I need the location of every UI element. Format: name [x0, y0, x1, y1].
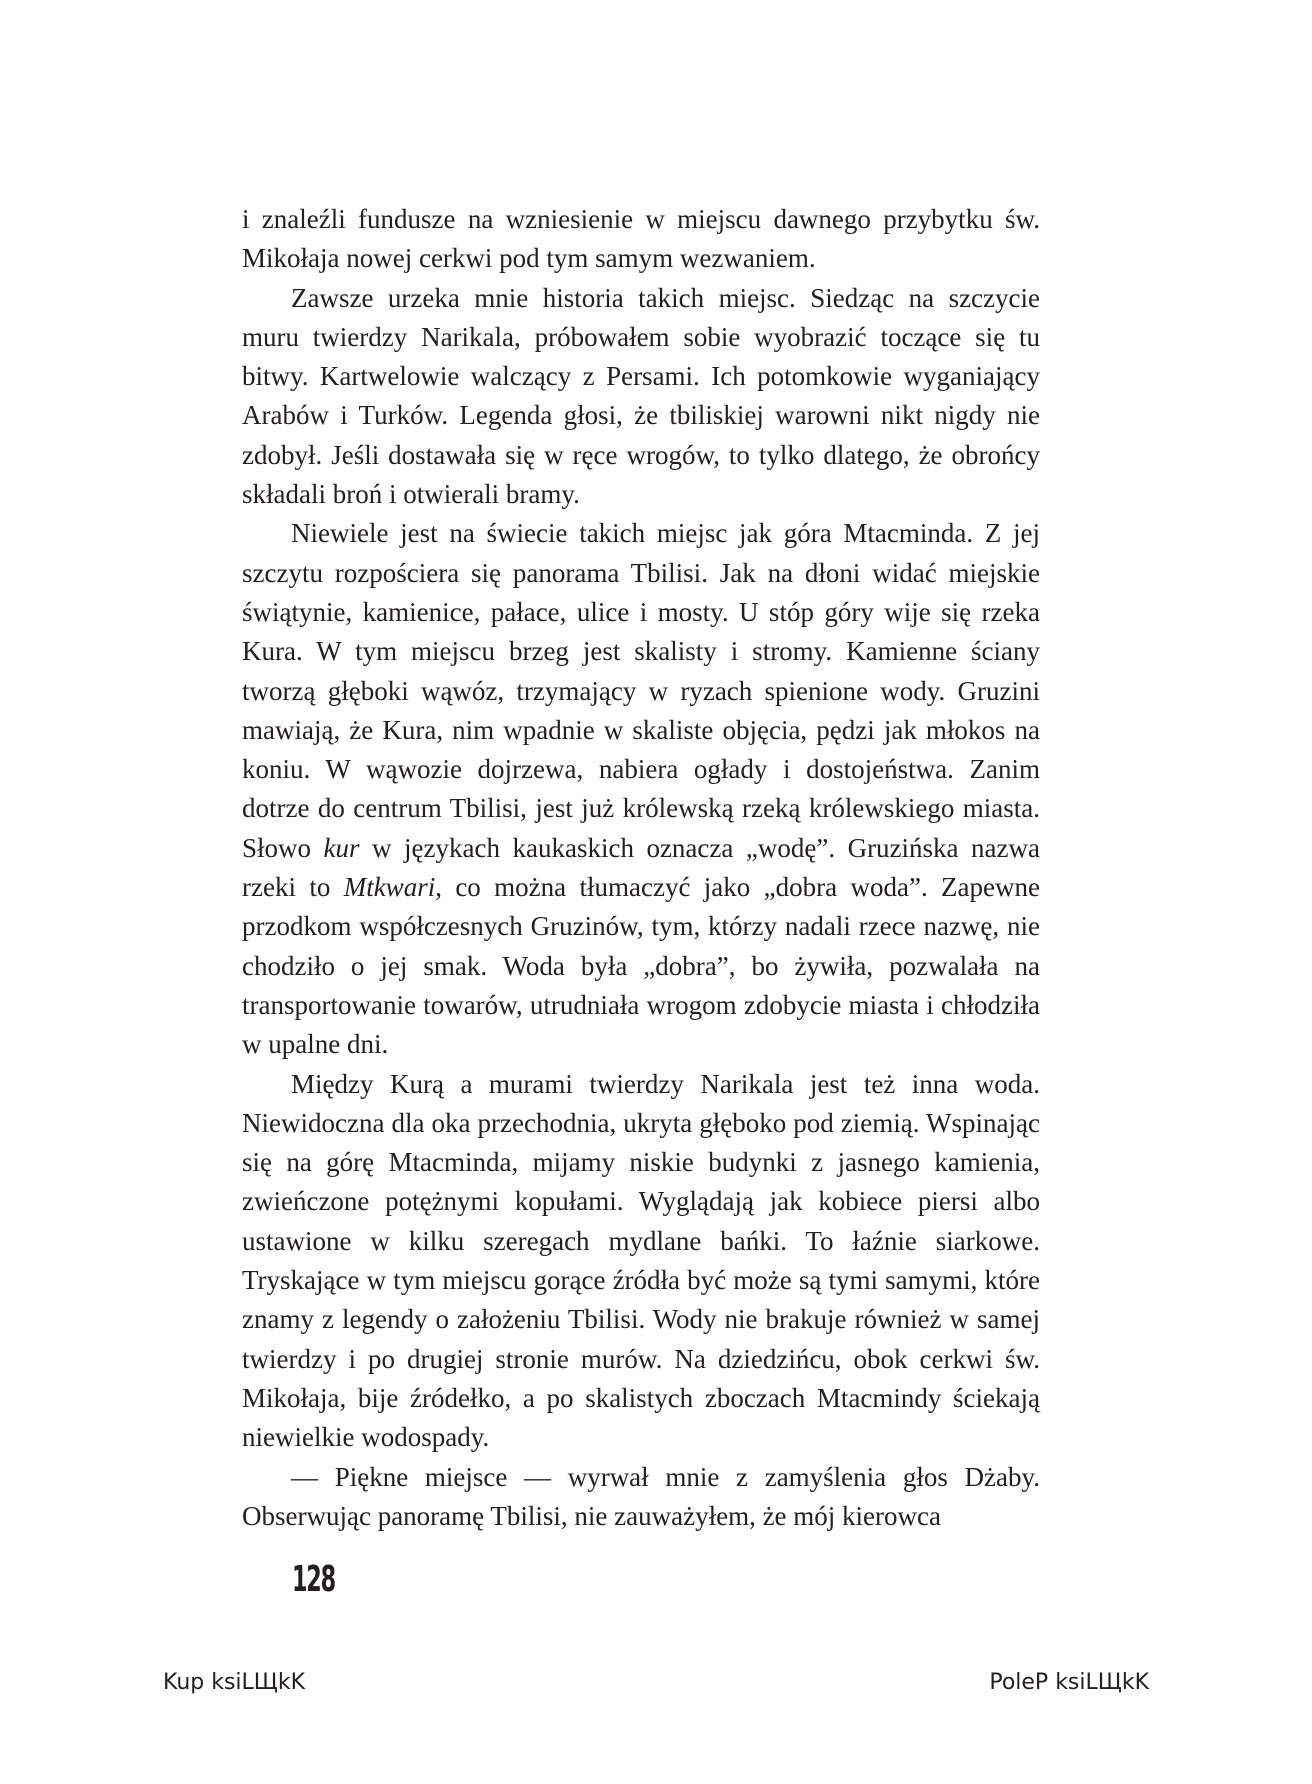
recommend-book-link[interactable]: PoleP ksiLЩkK [989, 1670, 1149, 1695]
paragraph-2: Zawsze urzeka mnie historia takich miejsc. Siedząc na szczycie muru twierdzy Narikala, próbowałem sobie wyobrazić toczące się tu bitwy. Kartwelowie walczący z Persami. Ich potomkowie wyganiający Arabów i Turków. Legenda głosi, że tbiliskiej warowni nikt nigdy nie zdobył. Jeśli dostawała się w ręce wrogów, to tylko dlatego, że obrońcy składali broń i otwierali bramy. [242, 282, 1040, 510]
word-kur: kur [323, 832, 360, 863]
paragraph-3 [242, 514, 1040, 1064]
buy-book-link[interactable]: Kup ksiLЩkK [163, 1670, 306, 1695]
paragraph-3-part-2: w językach kaukaskich oznacza „wodę”. Gruzińska nazwa rzeki to [242, 832, 1040, 903]
paragraph-5: — Piękne miejsce — wyrwał mnie z zamyślenia głos Dżaby. Obserwując panoramę Tbilisi, nie zauważyłem, że mój kierowca [242, 1461, 1040, 1531]
paragraph-1: i znaleźli fundusze na wzniesienie w miejscu dawnego przybytku św. Mikołaja nowej cerkwi pod tym samym wezwaniem. [242, 204, 1040, 274]
body-text [242, 200, 1040, 1536]
page-number: 128 [292, 1559, 335, 1600]
word-mtkwari: Mtkwari [343, 872, 436, 903]
paragraph-3-part-1: Niewiele jest na świecie takich miejsc jak góra Mtacminda. Z jej szczytu rozpościera się panorama Tbilisi. Jak na dłoni widać miejskie świątynie, kamienice, pałace, ulice i mosty. U stóp góry wije się rzeka Kura. W tym miejscu brzeg jest skalisty i stromy. Kamienne ściany tworzą głęboki wąwóz, trzymający w ryzach spienione wody. Gruzini mawiają, że Kura, nim wpadnie w skaliste objęcia, pędzi jak młokos na koniu. W wąwozie dojrzewa, nabiera ogłady i dostojeństwa. Zanim dotrze do centrum Tbilisi, jest już królewską rzeką królewskiego miasta. Słowo [242, 518, 1040, 863]
paragraph-4: Między Kurą a murami twierdzy Narikala jest też inna woda. Niewidoczna dla oka przechodnia, ukryta głęboko pod ziemią. Wspinając się na górę Mtacminda, mijamy niskie budynki z jasnego kamienia, zwieńczone potężnymi kopułami. Wyglądają jak kobiece piersi albo ustawione w kilku szeregach mydlane bańki. To łaźnie siarkowe. Tryskające w tym miejscu gorące źródła być może są tymi samymi, które znamy z legendy o założeniu Tbilisi. Wody nie brakuje również w samej twierdzy i po drugiej stronie murów. Na dziedzińcu, obok cerkwi św. Mikołaja, bije źródełko, a po skalistych zboczach Mtacmindy ściekają niewielkie wodospady. [242, 1068, 1040, 1453]
paragraph-3-part-3: , co można tłumaczyć jako „dobra woda”. Zapewne przodkom współczesnych Gruzinów, tym, którzy nadali rzece nazwę, nie chodziło o jej smak. Woda była „dobra”, bo żywiła, pozwalała na transportowanie towarów, utrudniała wrogom zdobycie miasta i chłodziła w upalne dni. [242, 872, 1041, 1060]
